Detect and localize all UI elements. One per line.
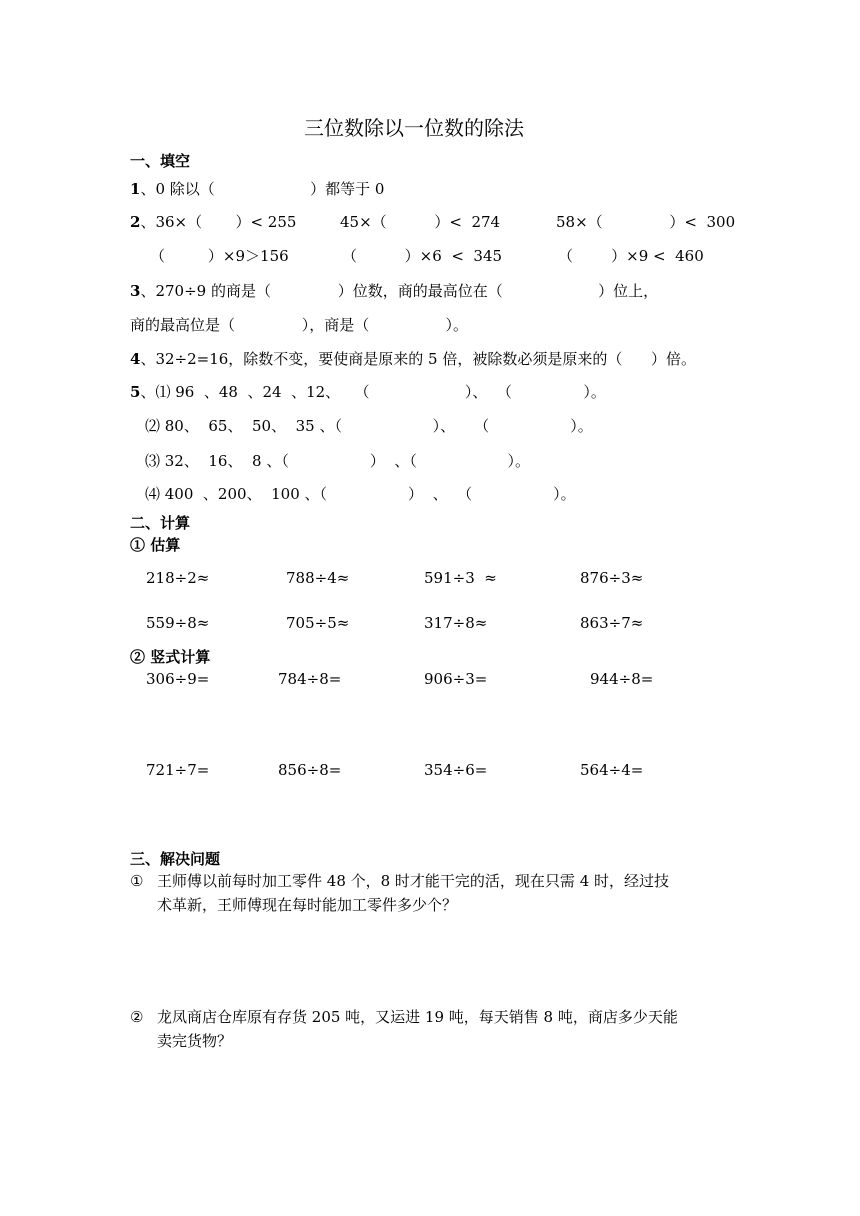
calc-item: 721÷7= bbox=[146, 761, 210, 779]
problem-text: 王师傅以前每时加工零件 48 个，8 时才能干完的活，现在只需 4 时，经过技 bbox=[157, 872, 670, 890]
calc-item: 564÷4= bbox=[580, 761, 644, 779]
q2-number: 2 bbox=[130, 213, 141, 231]
q3-line-2: 商的最高位是（ ），商是（ ）。 bbox=[130, 316, 469, 334]
q5-item: 、⑴ 96 、48 、24 、12、 （ ）、 （ ）。 bbox=[140, 383, 606, 401]
q5-number: 5 bbox=[130, 383, 141, 401]
q5-item: ⑶ 32、 16、 8 、（ ） 、（ ）。 bbox=[145, 452, 531, 470]
calc-item: 944÷8= bbox=[590, 670, 654, 688]
q2-item: （ ）×9＞156 bbox=[150, 247, 289, 265]
estimate-item: 863÷7≈ bbox=[580, 614, 644, 632]
estimate-item: 218÷2≈ bbox=[146, 569, 210, 587]
calc-item: 784÷8= bbox=[278, 670, 342, 688]
problem-text: 龙凤商店仓库原有存货 205 吨，又运进 19 吨，每天销售 8 吨，商店多少天能 bbox=[157, 1008, 678, 1026]
section1-heading: 一、填空 bbox=[130, 152, 191, 170]
q2-item: 、36×（ ）< 255 bbox=[140, 213, 297, 231]
estimate-item: 591÷3 ≈ bbox=[424, 569, 497, 587]
problem-text: 术革新，王师傅现在每时能加工零件多少个？ bbox=[157, 896, 458, 914]
estimate-heading: ① 估算 bbox=[130, 536, 181, 554]
q3-line-1 bbox=[130, 281, 658, 301]
q1-number: 1 bbox=[130, 180, 141, 198]
estimate-item: 559÷8≈ bbox=[146, 614, 210, 632]
estimate-item: 788÷4≈ bbox=[286, 569, 350, 587]
q2-line-1 bbox=[130, 212, 296, 232]
section3-heading: 三、解决问题 bbox=[130, 850, 221, 868]
q4-line bbox=[130, 349, 696, 369]
q2-item: （ ）×9 < 460 bbox=[558, 247, 704, 265]
q2-item: 45×（ ）< 274 bbox=[340, 213, 501, 231]
problem-marker: ② bbox=[130, 1008, 144, 1026]
q4-text: 、32÷2=16，除数不变，要使商是原来的 5 倍，被除数必须是原来的（ ）倍。 bbox=[140, 350, 696, 368]
estimate-item: 317÷8≈ bbox=[424, 614, 488, 632]
q2-item: （ ）×6 < 345 bbox=[342, 247, 503, 265]
q1-text: 、0 除以（ ）都等于 0 bbox=[140, 180, 385, 198]
q2-item: 58×（ ）< 300 bbox=[556, 213, 736, 231]
q3-number: 3 bbox=[130, 282, 141, 300]
calc-item: 354÷6= bbox=[424, 761, 488, 779]
q1-line bbox=[130, 179, 384, 199]
q4-number: 4 bbox=[130, 350, 141, 368]
calc-item: 856÷8= bbox=[278, 761, 342, 779]
q3-text: 、270÷9 的商是（ ）位数，商的最高位在（ ）位上， bbox=[140, 282, 659, 300]
page-title: 三位数除以一位数的除法 bbox=[304, 116, 524, 140]
calc-item: 306÷9= bbox=[146, 670, 210, 688]
estimate-item: 705÷5≈ bbox=[286, 614, 350, 632]
problem-text: 卖完货物？ bbox=[157, 1032, 233, 1050]
estimate-item: 876÷3≈ bbox=[580, 569, 644, 587]
vertical-calc-heading: ② 竖式计算 bbox=[130, 648, 211, 666]
section2-heading: 二、计算 bbox=[130, 514, 191, 532]
q5-item: ⑷ 400 、200、 100 、（ ） 、 （ ）。 bbox=[145, 485, 576, 503]
q5-line-1 bbox=[130, 382, 606, 402]
q5-item: ⑵ 80、 65、 50、 35 、（ ）、 （ ）。 bbox=[145, 417, 593, 435]
problem-marker: ① bbox=[130, 872, 144, 890]
calc-item: 906÷3= bbox=[424, 670, 488, 688]
